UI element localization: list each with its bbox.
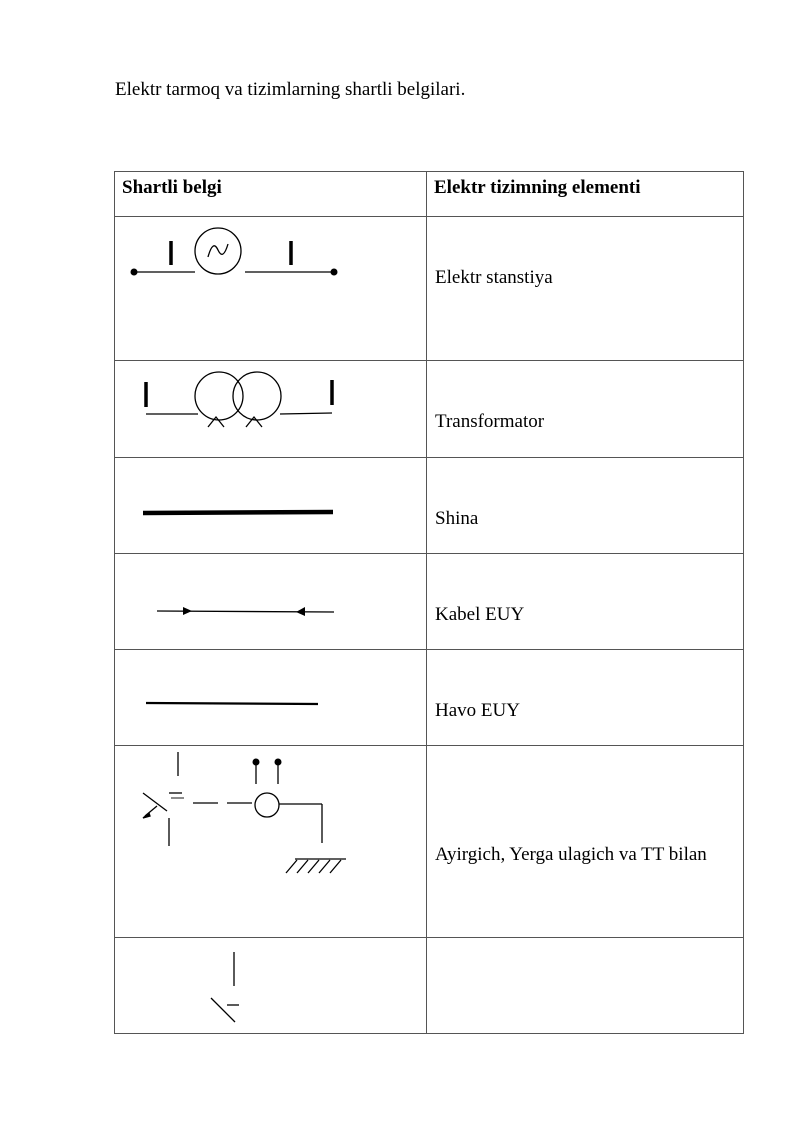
header-symbol: [115, 172, 427, 217]
table-row: [115, 650, 744, 746]
element-cell: [427, 650, 744, 746]
element-label: Shina: [435, 508, 479, 529]
header-symbol-label: Shartli belgi: [122, 177, 222, 198]
power-station-symbol-icon: [115, 217, 427, 361]
element-label: Kabel EUY: [435, 604, 525, 625]
symbol-cell: [115, 554, 427, 650]
symbol-cell: [115, 361, 427, 458]
element-cell: [427, 217, 744, 361]
table-row: [115, 554, 744, 650]
table-row: [115, 361, 744, 458]
table-row: [115, 217, 744, 361]
element-label: Elektr stanstiya: [435, 267, 553, 288]
header-element: [427, 172, 744, 217]
cable-line-symbol-icon: [115, 554, 427, 650]
overhead-line-symbol-icon: [115, 650, 427, 746]
symbol-cell: [115, 650, 427, 746]
document-title: Elektr tarmoq va tizimlarning shartli belgilari.: [115, 79, 466, 100]
element-cell: [427, 458, 744, 554]
switch-symbol-icon: [115, 938, 427, 1034]
disconnector-earthing-ct-symbol-icon: [115, 746, 427, 938]
symbols-table: [114, 171, 744, 1034]
busbar-symbol-icon: [115, 458, 427, 554]
symbol-cell: [115, 458, 427, 554]
element-cell: [427, 554, 744, 650]
table-header-row: [115, 172, 744, 217]
symbol-cell: [115, 217, 427, 361]
table-row: [115, 458, 744, 554]
element-label: Havo EUY: [435, 700, 520, 721]
transformer-symbol-icon: [115, 361, 427, 458]
element-cell: [427, 938, 744, 1034]
element-label: Ayirgich, Yerga ulagich va TT bilan: [435, 844, 707, 865]
table-row: [115, 938, 744, 1034]
symbol-cell: [115, 746, 427, 938]
element-label: Transformator: [435, 411, 545, 432]
element-cell: [427, 746, 744, 938]
table-row: [115, 746, 744, 938]
symbol-cell: [115, 938, 427, 1034]
element-cell: [427, 361, 744, 458]
header-element-label: Elektr tizimning elementi: [434, 177, 641, 198]
